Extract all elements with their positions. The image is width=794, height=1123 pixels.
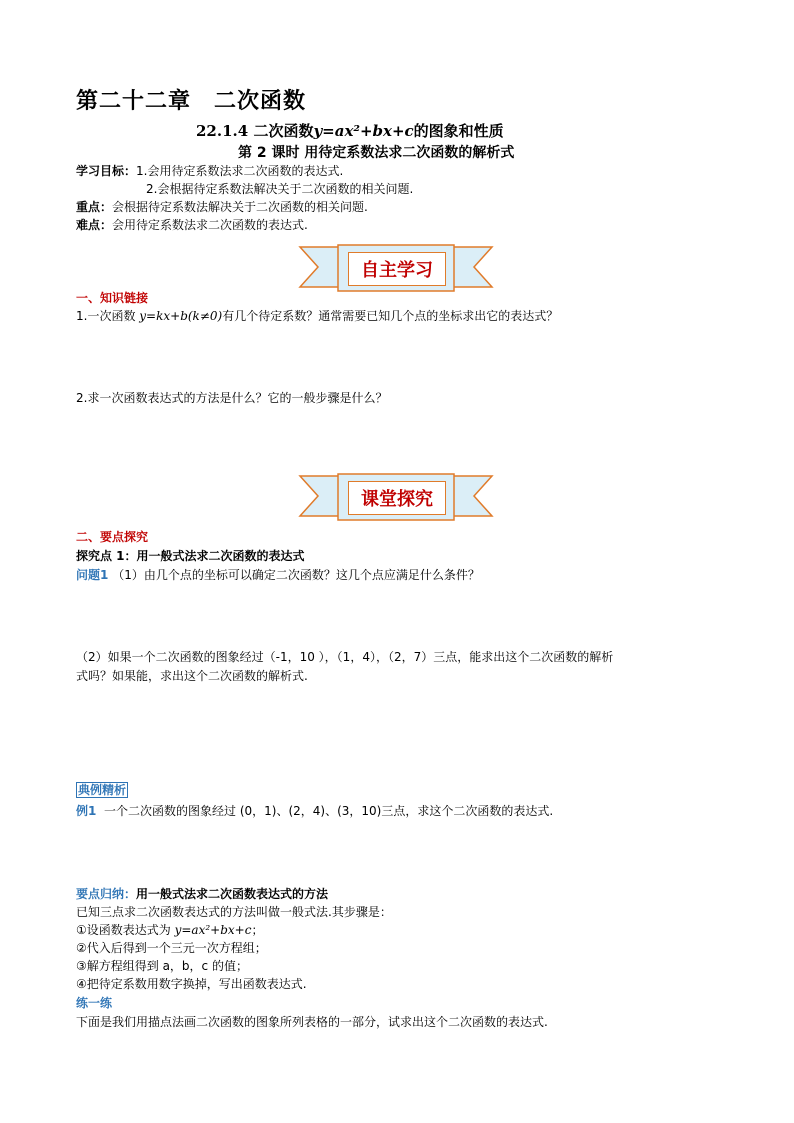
difficulty-label: 难点： [76,218,113,232]
summary-label: 要点归纳： [76,887,137,901]
step1-formula: y=ax²+bx+c [174,923,252,937]
summary-step3: ③解方程组得到 a，b，c 的值； [76,959,248,973]
objective-2: 2.会根据待定系数法解决关于二次函数的相关问题. [146,182,414,196]
section-title [196,120,504,141]
example-1 [76,803,553,819]
step1-prefix: ①设函数表达式为 [76,923,175,937]
part1-heading: 一、知识链接 [76,291,149,305]
difficulty-text: 会用待定系数法求二次函数的表达式. [112,218,308,232]
key-point-label: 重点： [76,200,113,214]
practice-text: 下面是我们用描点法画二次函数的图象所列表格的一部分，试求出这个二次函数的表达式. [76,1015,548,1029]
summary-title: 用一般式法求二次函数表达式的方法 [136,887,329,901]
summary-intro: 已知三点求二次函数表达式的方法叫做一般式法.其步骤是： [76,905,392,919]
practice-label: 练一练 [76,996,113,1010]
q1-prefix: 1.一次函数 [76,309,140,323]
objectives-line1 [76,163,343,179]
section-title-prefix: 二次函数 [253,122,314,140]
banner-self-study-label: 自主学习 [348,252,446,286]
part1-question1 [76,308,558,324]
problem-1 [76,567,480,583]
section-title-suffix: 的图象和性质 [413,122,504,140]
difficulty [76,217,308,233]
key-point-text: 会根据待定系数法解决关于二次函数的相关问题. [112,200,368,214]
banner-class-explore-label: 课堂探究 [348,481,446,515]
problem-q2-line1: （2）如果一个二次函数的图象经过（-1，10 ），（1，4），（2，7）三点，能求出这个二次函数的解析 [76,650,614,664]
key-point [76,199,368,215]
objectives-label: 学习目标： [76,164,137,178]
q1-formula: y=kx+b(k≠0) [139,309,223,323]
problem-q1: （1）由几个点的坐标可以确定二次函数？这几个点应满足什么条件？ [112,568,480,582]
explore-point-1: 探究点 1：用一般式法求二次函数的表达式 [76,549,305,563]
example-tag [76,782,128,798]
banner-class-explore [298,472,494,522]
example-label: 例1 [76,804,97,818]
summary-step2: ②代入后得到一个三元一次方程组； [76,941,267,955]
example-text: 一个二次函数的图象经过 (0，1)、(2，4)、(3，10)三点，求这个二次函数的表达式. [104,804,554,818]
part1-question2: 2.求一次函数表达式的方法是什么？它的一般步骤是什么？ [76,391,388,405]
section-formula: y=ax²+bx+c [313,122,414,140]
summary-step4: ④把待定系数用数字换掉，写出函数表达式. [76,977,307,991]
summary-step1 [76,922,263,938]
objective-1: 1.会用待定系数法求二次函数的表达式. [136,164,344,178]
step1-suffix: ； [251,923,264,937]
banner-self-study [298,243,494,293]
summary-heading [76,886,328,902]
part2-heading: 二、要点探究 [76,530,149,544]
section-number: 22.1.4 [196,122,249,140]
lesson-title: 第 2 课时 用待定系数法求二次函数的解析式 [238,145,515,161]
q1-suffix: 有几个待定系数？通常需要已知几个点的坐标求出它的表达式？ [222,309,559,323]
problem-q2-line2: 式吗？如果能，求出这个二次函数的解析式. [76,669,308,683]
example-tag-label: 典例精析 [78,783,127,797]
problem-label: 问题1 [76,568,109,582]
chapter-title: 第二十二章 二次函数 [76,89,307,114]
